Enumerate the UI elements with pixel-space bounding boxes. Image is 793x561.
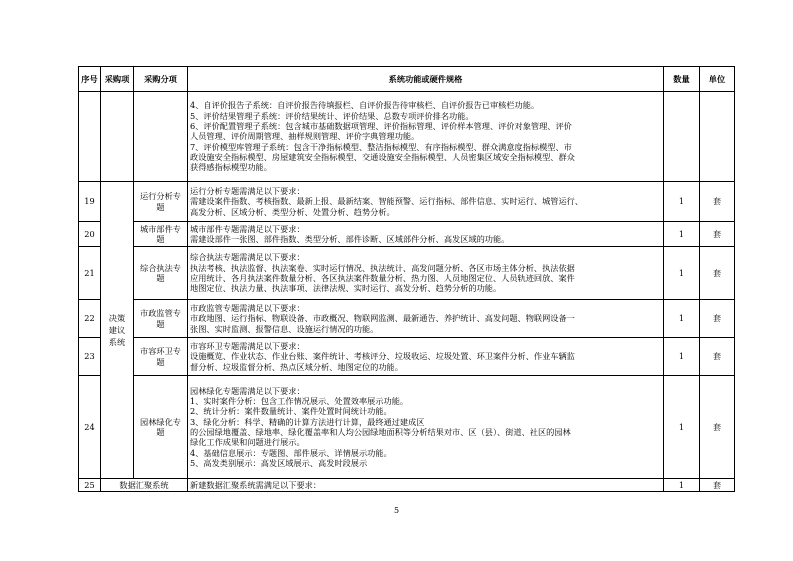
group-label: 决策建议系统 (108, 313, 126, 347)
row-unit: 套 (700, 222, 735, 247)
row-number: 21 (79, 247, 101, 300)
row-qty: 1 (664, 300, 700, 338)
row-category: 市政监管专题 (134, 300, 188, 338)
row-category: 城市部件专题 (134, 222, 188, 247)
row-spec: 园林绿化专题需满足以下要求： 1、实时案件分析：包含工作情况展示、处置效率展示功能。 2、统计分析：案件数量统计、案件处置时间统计功能。 3、绿化分析：科学、精确的计算方法进行计算，最终通过建成区 的公园绿地覆盖、绿地率、绿化覆盖率和人均公园绿地面积等分析结果对市、区（县）、街道、社区的园林 绿化工作成果和问题进行展示。 4、基础信息展示：专题图、部件展示、详情展示功能。 5、高发类别展示：高发区域展示、高发时段展示 (188, 376, 664, 479)
row-unit: 套 (700, 479, 735, 492)
table-row (79, 300, 735, 338)
table-row-continued (79, 92, 735, 182)
row-unit: 套 (700, 376, 735, 479)
row-spec: 综合执法专题需满足以下要求： 执法考核、执法监督、执法案卷、实时运行情况、执法统计、高发问题分析、各区市场主体分析、执法依据 应用统计、各月执法案件数量分析、各区执法案件数量分析、热力图、人员地图定位、人员轨迹回放、案件 地图定位、执法力量、执法事项、法律法规、实时运行、高发分析、趋势分析的功能。 (188, 247, 664, 300)
row-item: 数据汇聚系统 (101, 479, 188, 492)
row-qty: 1 (664, 376, 700, 479)
continued-spec: 4、自评价报告子系统：自评价报告待填报栏、自评价报告待审核栏、自评价报告已审核栏功能。 5、评价结果管理子系统：评价结果统计、评价结果、总数专项评价排名功能。 6、评价配置管理子系统：包含城市基础数据项管理、评价指标管理、评价样本管理、评价对象管理、评价 人员管理、评价周期管理、抽样规则管理、评价字典管理功能。 7、评价模型库管理子系统：包含干净指标模型、整洁指标模型、有序指标模型、群众满意度指标模型、市 政设施安全指标模型、房屋建筑安全指标模型、交通设施安全指标模型、人员密集区域安全指标模型、群众 获得感指标模型功能。 (188, 92, 664, 182)
table-row (79, 182, 735, 222)
header-no: 序号 (79, 67, 101, 92)
row-number: 20 (79, 222, 101, 247)
table-row (79, 247, 735, 300)
row-category: 市容环卫专题 (134, 338, 188, 376)
row-category: 运行分析专题 (134, 182, 188, 222)
row-qty: 1 (664, 338, 700, 376)
row-number: 23 (79, 338, 101, 376)
row-qty: 1 (664, 247, 700, 300)
row-spec: 运行分析专题需满足以下要求： 需建设案件指数、考核指数、最新上报、最新结案、智能预警、运行指标、部件信息、实时运行、城管运行、 高发分析、区域分析、类型分析、处置分析、趋势分析。 (188, 182, 664, 222)
row-qty: 1 (664, 182, 700, 222)
row-unit: 套 (700, 247, 735, 300)
row-unit: 套 (700, 300, 735, 338)
row-unit: 套 (700, 338, 735, 376)
row-number: 25 (79, 479, 101, 492)
header-category: 采购分项 (134, 67, 188, 92)
row-number: 24 (79, 376, 101, 479)
row-spec: 城市部件专题需满足以下要求： 需建设部件一张图、部件指数、类型分析、部件诊断、区域部件分析、高发区域的功能。 (188, 222, 664, 247)
row-qty: 1 (664, 222, 700, 247)
group-label-cell (101, 182, 134, 479)
row-number: 19 (79, 182, 101, 222)
row-category: 综合执法专题 (134, 247, 188, 300)
table-row (79, 376, 735, 479)
row-spec: 新建数据汇聚系统需满足以下要求： (188, 479, 664, 492)
row-spec: 市政监管专题需满足以下要求： 市政地图、运行指标、物联设备、市政概况、物联网监测、最新通告、养护统计、高发问题、物联网设备一 张图、实时监测、报警信息、设施运行情况的功能。 (188, 300, 664, 338)
spec-table (78, 66, 735, 492)
table-header-row (79, 67, 735, 92)
header-qty: 数量 (664, 67, 700, 92)
row-spec: 市容环卫专题需满足以下要求： 设施概览、作业状态、作业台账、案件统计、考核评分、垃圾收运、垃圾处置、环卫案件分析、作业车辆监 督分析、垃圾监督分析、热点区域分析、地图定位的功能。 (188, 338, 664, 376)
row-category: 园林绿化专题 (134, 376, 188, 479)
row-qty: 1 (664, 479, 700, 492)
table-row (79, 222, 735, 247)
table-row (79, 338, 735, 376)
row-unit: 套 (700, 182, 735, 222)
header-item: 采购项 (101, 67, 134, 92)
table-row-last (79, 479, 735, 492)
page-number: 5 (393, 506, 400, 515)
header-unit: 单位 (700, 67, 735, 92)
row-number: 22 (79, 300, 101, 338)
header-spec: 系统功能或硬件规格 (188, 67, 664, 92)
